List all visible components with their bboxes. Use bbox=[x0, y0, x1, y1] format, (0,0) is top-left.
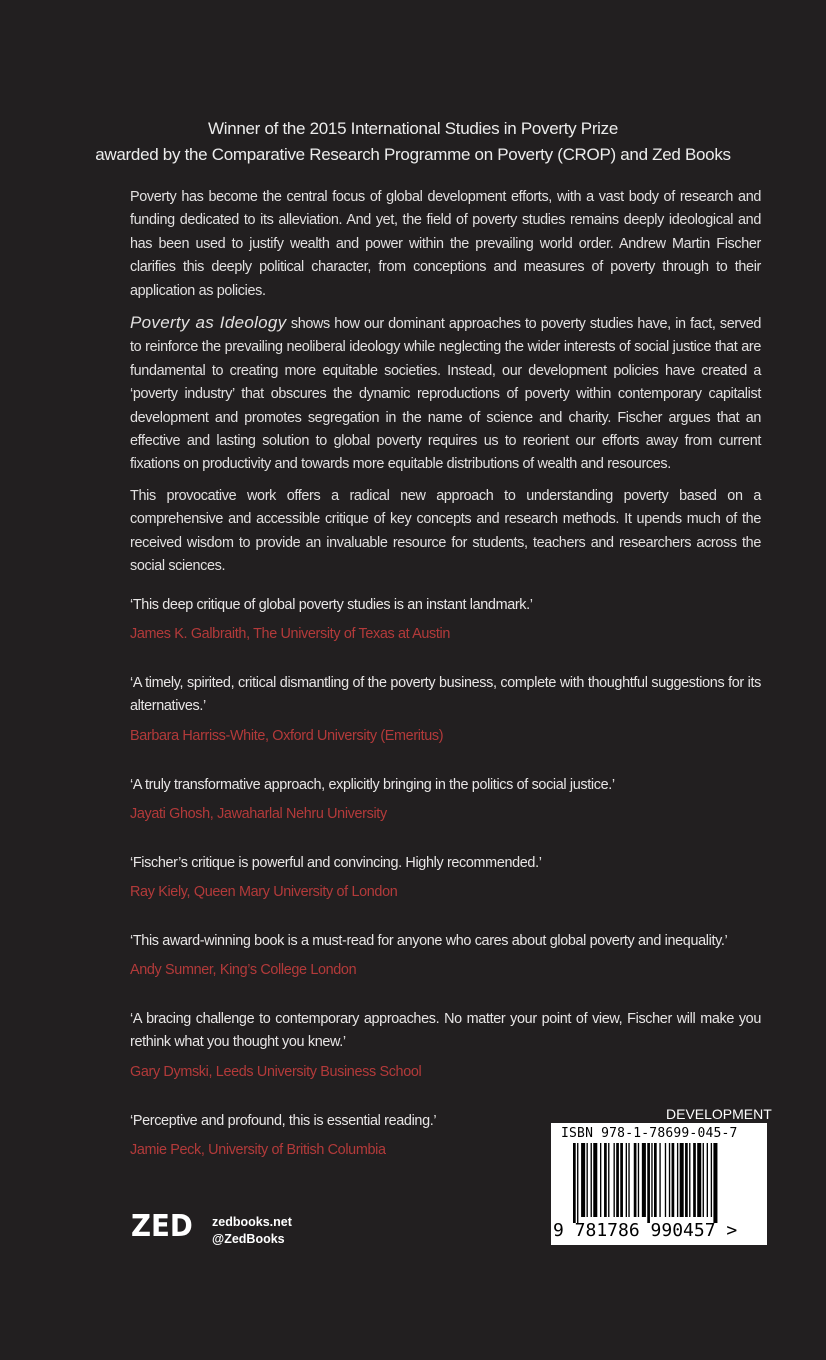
barcode-bar bbox=[577, 1143, 578, 1223]
isbn-digits: 9 781786 990457 > bbox=[553, 1220, 738, 1241]
endorsement-quote: ‘This award-winning book is a must-read for anyone who cares about global poverty and inequality.’ bbox=[130, 933, 728, 949]
endorsement-quote: ‘A bracing challenge to contemporary approaches. No matter your point of view, Fischer will make you rethink what you thought you knew.’ bbox=[130, 1011, 761, 1051]
barcode-bar bbox=[614, 1143, 615, 1217]
endorsement-quote: ‘A truly transformative approach, explicitly bringing in the politics of social justice.’ bbox=[130, 777, 615, 793]
endorsement bbox=[130, 774, 761, 827]
endorsement bbox=[130, 930, 761, 983]
award-statement bbox=[0, 116, 826, 168]
barcode-bar bbox=[608, 1143, 609, 1217]
category-label: DEVELOPMENT bbox=[666, 1106, 772, 1122]
barcode-bars bbox=[573, 1143, 763, 1223]
barcode-bar bbox=[604, 1143, 607, 1217]
endorsement-source: James K. Galbraith, The University of Texas at Austin bbox=[130, 626, 451, 643]
endorsement bbox=[130, 672, 761, 748]
description-paragraph-3: This provocative work offers a radical new approach to understanding poverty based on a comprehensive and accessible critique of key concepts and research methods. It upends much of the received wisdom to provide an invaluable resource for students, teachers and researchers across the social sciences. bbox=[130, 487, 761, 575]
publisher-contact bbox=[212, 1214, 292, 1248]
barcode-bar bbox=[651, 1143, 652, 1217]
barcode-bar bbox=[685, 1143, 688, 1217]
endorsement-source: Jamie Peck, University of British Columbia bbox=[130, 1142, 386, 1159]
barcode-bar bbox=[634, 1143, 637, 1217]
endorsement bbox=[130, 594, 761, 647]
barcode-bar bbox=[647, 1143, 650, 1223]
endorsement bbox=[130, 1008, 761, 1084]
barcode-bar bbox=[693, 1143, 696, 1217]
barcode-bar bbox=[697, 1143, 701, 1217]
endorsement-quote: ‘A timely, spirited, critical dismantling of the poverty business, complete with thoughtful suggestions for its alternatives.’ bbox=[130, 675, 761, 715]
endorsement bbox=[130, 852, 761, 905]
description-paragraph-2-body: shows how our dominant approaches to poverty studies have, in fact, served to reinforce the prevailing neoliberal ideology while neglecting the wider interests of social justice that are fundamental to creating more equitable societies. Instead, our development policies have created a ‘poverty industry’ that obscures the dynamic reproductions of poverty within contemporary capitalist development and promotes segregation in the name of science and charity. Fischer argues that an effective and lasting solution to global poverty requires us to reorient our efforts away from current fixations on productivity and towards more equitable distributions of wealth and resources. bbox=[130, 316, 761, 473]
barcode-bar bbox=[600, 1143, 601, 1217]
award-line-2: awarded by the Comparative Research Programme on Poverty (CROP) and Zed Books bbox=[95, 145, 731, 164]
endorsement-source: Jayati Ghosh, Jawaharlal Nehru University bbox=[130, 806, 387, 823]
zed-logo: ZED bbox=[131, 1209, 193, 1244]
endorsement-source: Gary Dymski, Leeds University Business School bbox=[130, 1063, 422, 1080]
barcode-bar bbox=[669, 1143, 670, 1217]
barcode-bar bbox=[587, 1143, 588, 1217]
barcode-bar bbox=[591, 1143, 592, 1217]
endorsement bbox=[130, 1110, 550, 1163]
endorsement-quote: ‘This deep critique of global poverty studies is an instant landmark.’ bbox=[130, 597, 533, 613]
barcode-bar bbox=[616, 1143, 619, 1217]
isbn-barcode bbox=[551, 1123, 767, 1245]
barcode-bar bbox=[620, 1143, 623, 1217]
barcode-bar bbox=[659, 1143, 660, 1217]
endorsement-source: Andy Sumner, King’s College London bbox=[130, 962, 357, 979]
barcode-bar bbox=[711, 1143, 712, 1217]
description-paragraph-1: Poverty has become the central focus of global development efforts, with a vast body of research and funding dedicated to its alleviation. And yet, the field of poverty studies remains deeply ideological and has been used to justify wealth and power within the prevailing world order. Andrew Martin Fischer clarifies this deeply political character, from conceptions and measures of poverty through to their application as policies. bbox=[130, 189, 761, 299]
barcode-bar bbox=[680, 1143, 684, 1217]
barcode-bar bbox=[626, 1143, 627, 1217]
publisher-website: zedbooks.net bbox=[212, 1215, 292, 1229]
barcode-bar bbox=[638, 1143, 639, 1217]
barcode-bar bbox=[581, 1143, 585, 1217]
barcode-bar bbox=[573, 1143, 576, 1223]
barcode-bar bbox=[713, 1143, 717, 1223]
endorsement-quote: ‘Perceptive and profound, this is essential reading.’ bbox=[130, 1113, 437, 1129]
barcode-bar bbox=[677, 1143, 678, 1217]
description-paragraph-2 bbox=[130, 311, 761, 477]
publisher-twitter: @ZedBooks bbox=[212, 1232, 285, 1246]
book-description bbox=[130, 186, 761, 587]
barcode-bar bbox=[665, 1143, 666, 1217]
barcode-bar bbox=[628, 1143, 629, 1217]
barcode-bar bbox=[707, 1143, 708, 1217]
barcode-bar bbox=[654, 1143, 657, 1217]
endorsement-source: Ray Kiely, Queen Mary University of London bbox=[130, 884, 398, 901]
endorsement-quote: ‘Fischer’s critique is powerful and convincing. Highly recommended.’ bbox=[130, 855, 542, 871]
barcode-bar bbox=[593, 1143, 597, 1217]
barcode-bar bbox=[689, 1143, 690, 1217]
award-line-1: Winner of the 2015 International Studies in Poverty Prize bbox=[207, 119, 619, 138]
barcode-bar bbox=[703, 1143, 704, 1217]
isbn-label: ISBN 978-1-78699-045-7 bbox=[561, 1126, 738, 1141]
barcode-bar bbox=[642, 1143, 646, 1217]
barcode-bar bbox=[672, 1143, 675, 1217]
endorsement-source: Barbara Harriss-White, Oxford University (Emeritus) bbox=[130, 727, 444, 744]
book-title: Poverty as Ideology bbox=[130, 313, 287, 333]
